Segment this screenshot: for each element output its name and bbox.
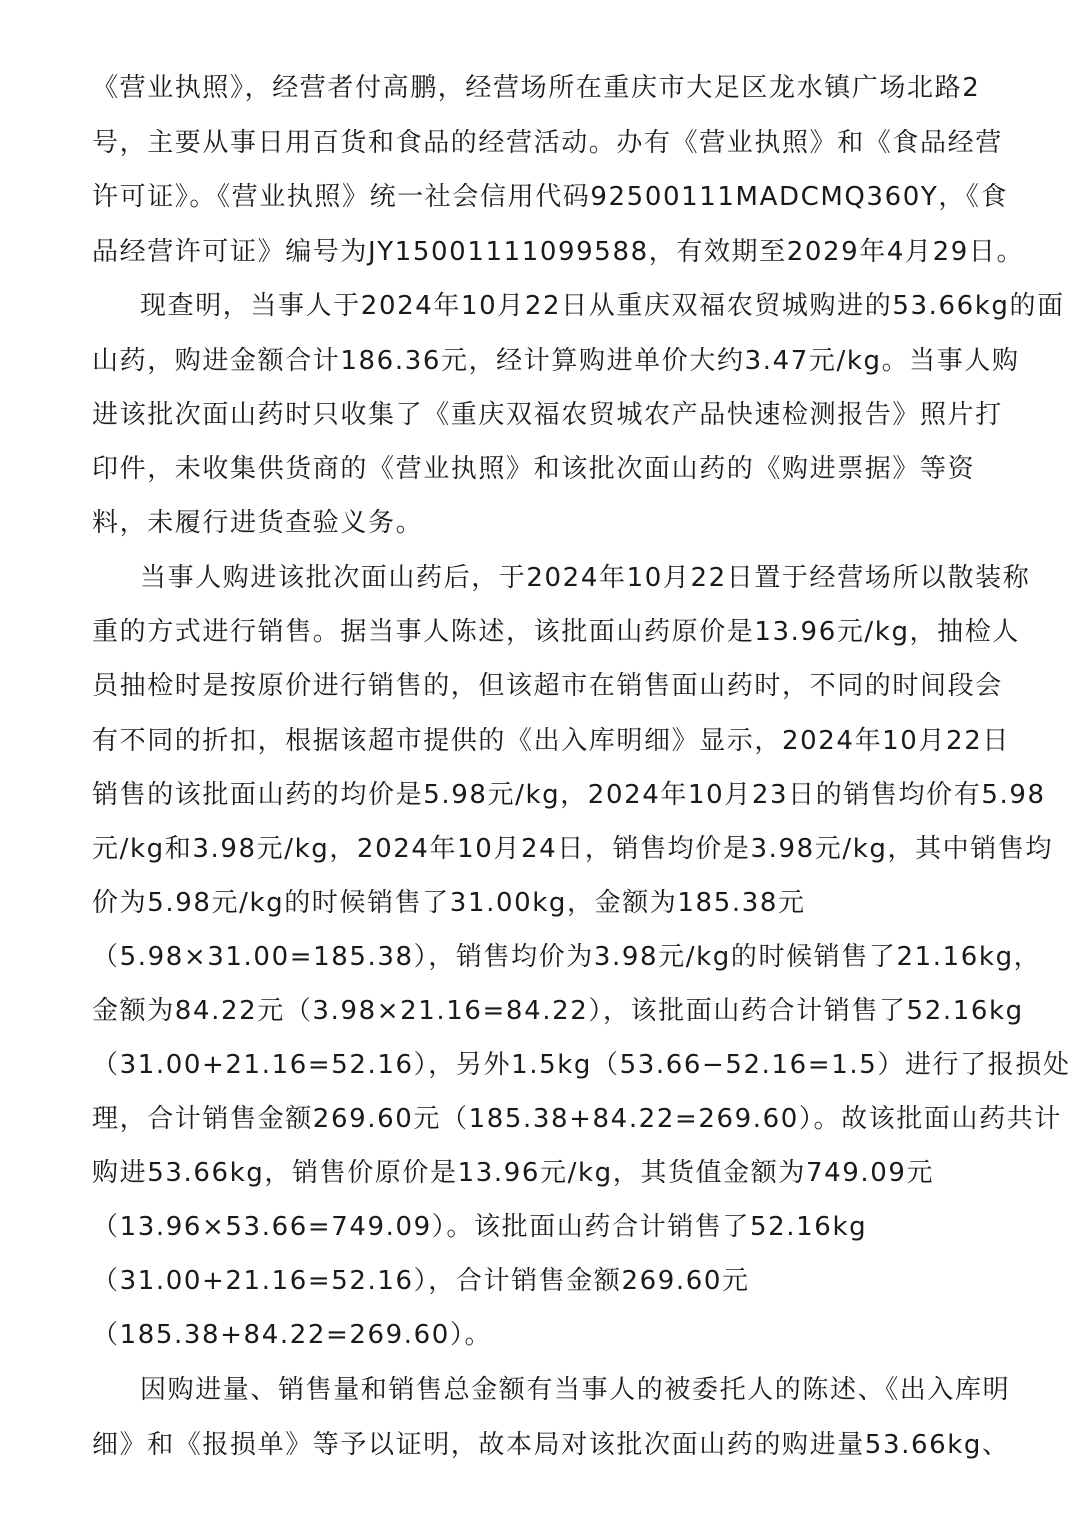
- text-line: （185.38+84.22=269.60）。: [92, 1320, 493, 1350]
- text-line: 《营业执照》，经营者付高鹏，经营场所在重庆市大足区龙水镇广场北路2: [92, 73, 981, 103]
- text-line: 品经营许可证》编号为JY15001111099588，有效期至2029年4月29日。: [92, 237, 1025, 267]
- text-line: 金额为84.22元（3.98×21.16=84.22），该批面山药合计销售了52.16kg: [92, 996, 1024, 1026]
- text-line: （31.00+21.16=52.16），另外1.5kg（53.66−52.16=1.5）进行了报损处: [92, 1050, 1071, 1080]
- text-line: 有不同的折扣，根据该超市提供的《出入库明细》显示，2024年10月22日: [92, 726, 1010, 756]
- paragraph-first-line: 因购进量、销售量和销售总金额有当事人的被委托人的陈述、《出入库明: [140, 1375, 1011, 1405]
- text-line: 许可证》。《营业执照》统一社会信用代码92500111MADCMQ360Y，《食: [92, 182, 1009, 212]
- text-line: （31.00+21.16=52.16），合计销售金额269.60元: [92, 1266, 750, 1296]
- text-line: 料，未履行进货查验义务。: [92, 508, 424, 538]
- text-line: 号，主要从事日用百货和食品的经营活动。办有《营业执照》和《食品经营: [92, 128, 1003, 158]
- text-line: 理，合计销售金额269.60元（185.38+84.22=269.60）。故该批面山药共计: [92, 1104, 1062, 1134]
- text-line: 购进53.66kg，销售价原价是13.96元/kg，其货值金额为749.09元: [92, 1158, 935, 1188]
- text-line: （5.98×31.00=185.38），销售均价为3.98元/kg的时候销售了21.16kg，: [92, 942, 1042, 972]
- text-line: （13.96×53.66=749.09）。该批面山药合计销售了52.16kg: [92, 1212, 868, 1242]
- text-line: 重的方式进行销售。据当事人陈述，该批面山药原价是13.96元/kg，抽检人: [92, 617, 1020, 647]
- text-line: 销售的该批面山药的均价是5.98元/kg，2024年10月23日的销售均价有5.98: [92, 780, 1046, 810]
- text-line: 进该批次面山药时只收集了《重庆双福农贸城农产品快速检测报告》照片打: [92, 400, 1003, 430]
- text-line: 印件，未收集供货商的《营业执照》和该批次面山药的《购进票据》等资: [92, 454, 976, 484]
- text-line: 细》和《报损单》等予以证明，故本局对该批次面山药的购进量53.66kg、: [92, 1430, 1010, 1460]
- paragraph-first-line: 现查明，当事人于2024年10月22日从重庆双福农贸城购进的53.66kg的面: [140, 291, 1065, 321]
- paragraph-first-line: 当事人购进该批次面山药后，于2024年10月22日置于经营场所以散装称: [140, 563, 1031, 593]
- text-line: 山药，购进金额合计186.36元，经计算购进单价大约3.47元/kg。当事人购: [92, 346, 1020, 376]
- text-line: 员抽检时是按原价进行销售的，但该超市在销售面山药时，不同的时间段会: [92, 671, 1003, 701]
- text-line: 价为5.98元/kg的时候销售了31.00kg，金额为185.38元: [92, 888, 806, 918]
- text-line: 元/kg和3.98元/kg，2024年10月24日，销售均价是3.98元/kg，其中销售均: [92, 834, 1054, 864]
